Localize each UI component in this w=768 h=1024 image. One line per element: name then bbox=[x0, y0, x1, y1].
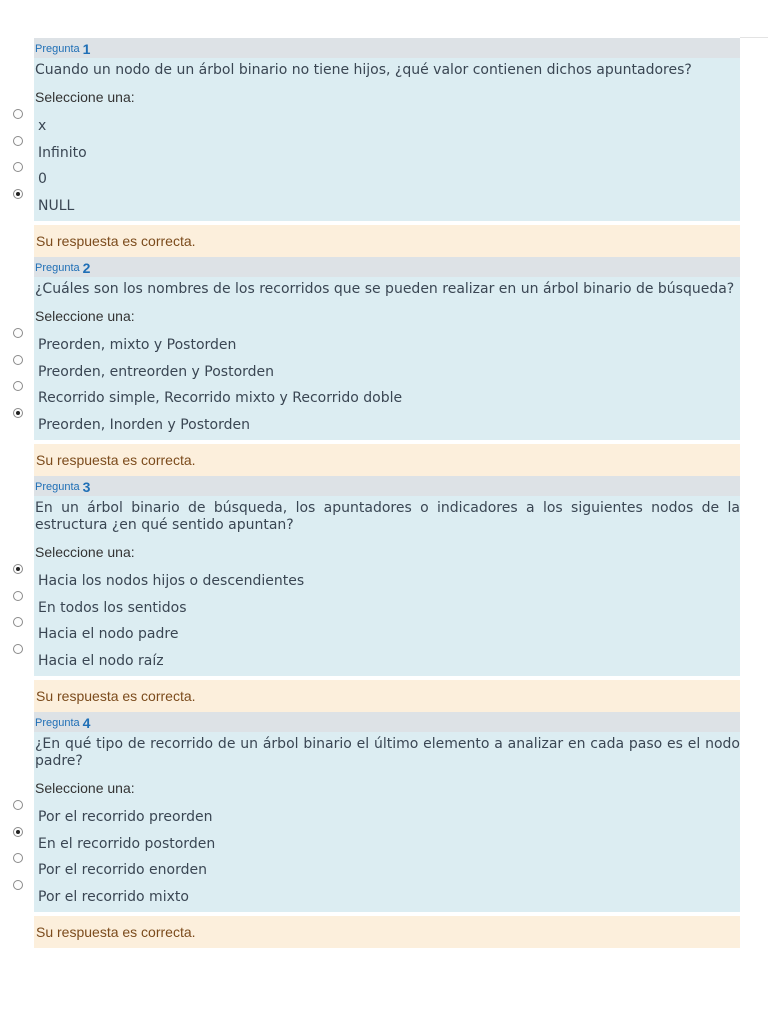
question-number: 3 bbox=[82, 479, 91, 495]
radio-button[interactable] bbox=[13, 408, 23, 418]
radio-button[interactable] bbox=[13, 880, 23, 890]
question-text: ¿En qué tipo de recorrido de un árbol binario el último elemento a analizar en cada paso es el nodo padre? bbox=[35, 736, 740, 769]
question-header bbox=[34, 257, 740, 277]
answer-label: NULL bbox=[38, 197, 75, 214]
select-prompt: Seleccione una: bbox=[35, 544, 135, 560]
answer-options bbox=[35, 113, 740, 219]
answer-option[interactable] bbox=[35, 884, 740, 911]
answer-label: x bbox=[38, 118, 47, 134]
question-body bbox=[34, 496, 740, 676]
radio-button[interactable] bbox=[13, 827, 23, 837]
radio-button[interactable] bbox=[13, 564, 23, 574]
select-prompt: Seleccione una: bbox=[35, 308, 135, 324]
question-label: Pregunta bbox=[35, 43, 80, 55]
answer-option[interactable] bbox=[35, 385, 740, 412]
answer-option[interactable] bbox=[35, 193, 740, 220]
radio-button[interactable] bbox=[13, 136, 23, 146]
answer-label: Infinito bbox=[38, 144, 87, 161]
answer-options bbox=[35, 332, 740, 438]
radio-button[interactable] bbox=[13, 355, 23, 365]
answer-label: Hacia el nodo padre bbox=[38, 626, 179, 642]
answer-options bbox=[35, 568, 740, 674]
question-text: Cuando un nodo de un árbol binario no tiene hijos, ¿qué valor contienen dichos apuntadores? bbox=[35, 62, 692, 78]
question-body bbox=[34, 58, 740, 221]
answer-label: En todos los sentidos bbox=[38, 599, 187, 616]
answer-label: Preorden, mixto y Postorden bbox=[38, 337, 237, 353]
question-1 bbox=[34, 38, 740, 257]
radio-button[interactable] bbox=[13, 109, 23, 119]
answer-option[interactable] bbox=[35, 140, 740, 167]
question-label: Pregunta bbox=[35, 262, 80, 274]
select-prompt: Seleccione una: bbox=[35, 780, 135, 796]
answer-option[interactable] bbox=[35, 831, 740, 858]
feedback-message: Su respuesta es correcta. bbox=[34, 916, 740, 948]
answer-option[interactable] bbox=[35, 166, 740, 193]
answer-label: Por el recorrido enorden bbox=[38, 862, 207, 878]
select-prompt: Seleccione una: bbox=[35, 89, 135, 105]
feedback-message: Su respuesta es correcta. bbox=[34, 225, 740, 257]
question-label: Pregunta bbox=[35, 717, 80, 729]
quiz-review bbox=[34, 38, 740, 948]
question-4 bbox=[34, 712, 740, 948]
answer-label: Preorden, entreorden y Postorden bbox=[38, 363, 275, 380]
question-body bbox=[34, 732, 740, 912]
radio-button[interactable] bbox=[13, 189, 23, 199]
question-text: En un árbol binario de búsqueda, los apuntadores o indicadores a los siguientes nodos de la estructura ¿en qué sentido apuntan? bbox=[35, 500, 740, 533]
question-body bbox=[34, 277, 740, 440]
question-number: 1 bbox=[82, 41, 91, 57]
answer-label: En el recorrido postorden bbox=[38, 835, 216, 852]
radio-button[interactable] bbox=[13, 162, 23, 172]
question-header bbox=[34, 712, 740, 732]
radio-button[interactable] bbox=[13, 800, 23, 810]
answer-option[interactable] bbox=[35, 412, 740, 439]
radio-button[interactable] bbox=[13, 328, 23, 338]
question-label: Pregunta bbox=[35, 481, 80, 493]
question-number: 2 bbox=[82, 260, 91, 276]
answer-label: Por el recorrido preorden bbox=[38, 809, 213, 825]
question-number: 4 bbox=[82, 715, 91, 731]
answer-label: Preorden, Inorden y Postorden bbox=[38, 416, 250, 433]
feedback-message: Su respuesta es correcta. bbox=[34, 680, 740, 712]
radio-button[interactable] bbox=[13, 381, 23, 391]
answer-option[interactable] bbox=[35, 804, 740, 831]
radio-button[interactable] bbox=[13, 617, 23, 627]
question-text: ¿Cuáles son los nombres de los recorridos que se pueden realizar en un árbol binario de búsqueda? bbox=[35, 281, 735, 297]
answer-option[interactable] bbox=[35, 332, 740, 359]
answer-label: 0 bbox=[38, 171, 47, 187]
answer-label: Hacia el nodo raíz bbox=[38, 652, 164, 669]
answer-option[interactable] bbox=[35, 113, 740, 140]
top-divider bbox=[740, 37, 768, 38]
answer-option[interactable] bbox=[35, 648, 740, 675]
question-2 bbox=[34, 257, 740, 476]
answer-option[interactable] bbox=[35, 568, 740, 595]
answer-label: Hacia los nodos hijos o descendientes bbox=[38, 573, 305, 589]
feedback-message: Su respuesta es correcta. bbox=[34, 444, 740, 476]
answer-option[interactable] bbox=[35, 595, 740, 622]
radio-button[interactable] bbox=[13, 853, 23, 863]
answer-label: Recorrido simple, Recorrido mixto y Recorrido doble bbox=[38, 390, 403, 406]
radio-button[interactable] bbox=[13, 591, 23, 601]
answer-options bbox=[35, 804, 740, 910]
radio-button[interactable] bbox=[13, 644, 23, 654]
answer-option[interactable] bbox=[35, 359, 740, 386]
question-3 bbox=[34, 476, 740, 712]
question-header bbox=[34, 476, 740, 496]
answer-option[interactable] bbox=[35, 621, 740, 648]
answer-option[interactable] bbox=[35, 857, 740, 884]
question-header bbox=[34, 38, 740, 58]
answer-label: Por el recorrido mixto bbox=[38, 888, 189, 905]
